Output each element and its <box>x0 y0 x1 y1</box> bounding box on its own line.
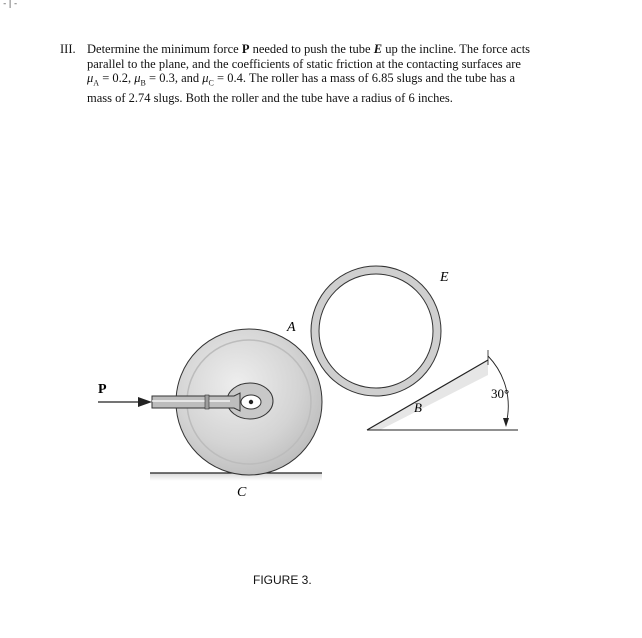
line1-text-c: up the incline. The force acts <box>382 42 531 56</box>
problem-line-4: mass of 2.74 slugs. Both the roller and the tube have a radius of 6 inches. <box>87 91 453 106</box>
push-rod <box>152 393 240 411</box>
axle-pin <box>249 400 253 404</box>
label-p: P <box>98 382 107 397</box>
tube-e-inner <box>319 274 433 388</box>
line1-text-b: needed to push the tube <box>249 42 374 56</box>
line3-tail: . The roller has a mass of 6.85 slugs and the tube has a <box>242 71 516 86</box>
mu-c-value: 0.4 <box>227 71 243 86</box>
label-a: A <box>287 320 296 335</box>
corner-mark: -|- <box>2 0 19 9</box>
force-arrow-head <box>138 397 152 407</box>
push-rod-collar <box>205 395 209 409</box>
angle-label: 30° <box>491 386 510 401</box>
angle-arrowhead <box>503 418 509 427</box>
figure-caption: FIGURE 3. <box>253 573 312 587</box>
problem-number: III. <box>60 42 76 56</box>
mu-a-value: 0.2 <box>112 71 128 86</box>
label-c: C <box>237 485 247 500</box>
problem-line-2: parallel to the plane, and the coefficients of static friction at the contacting surfaces are <box>87 56 521 71</box>
mu-b-value: 0.3 <box>159 71 175 86</box>
problem-line-3: $\mu_A = 0.2$, $\mu_B = 0.3$, and $\mu_C = 0.4$. The roller has a mass of 6.85 slugs and the tube has a <box>87 71 516 88</box>
force-symbol-p: P <box>241 42 250 56</box>
label-b: B <box>414 400 422 415</box>
label-e: E <box>440 270 449 285</box>
tube-symbol-e: E <box>373 42 383 56</box>
line1-text-a: Determine the minimum force <box>87 42 242 56</box>
